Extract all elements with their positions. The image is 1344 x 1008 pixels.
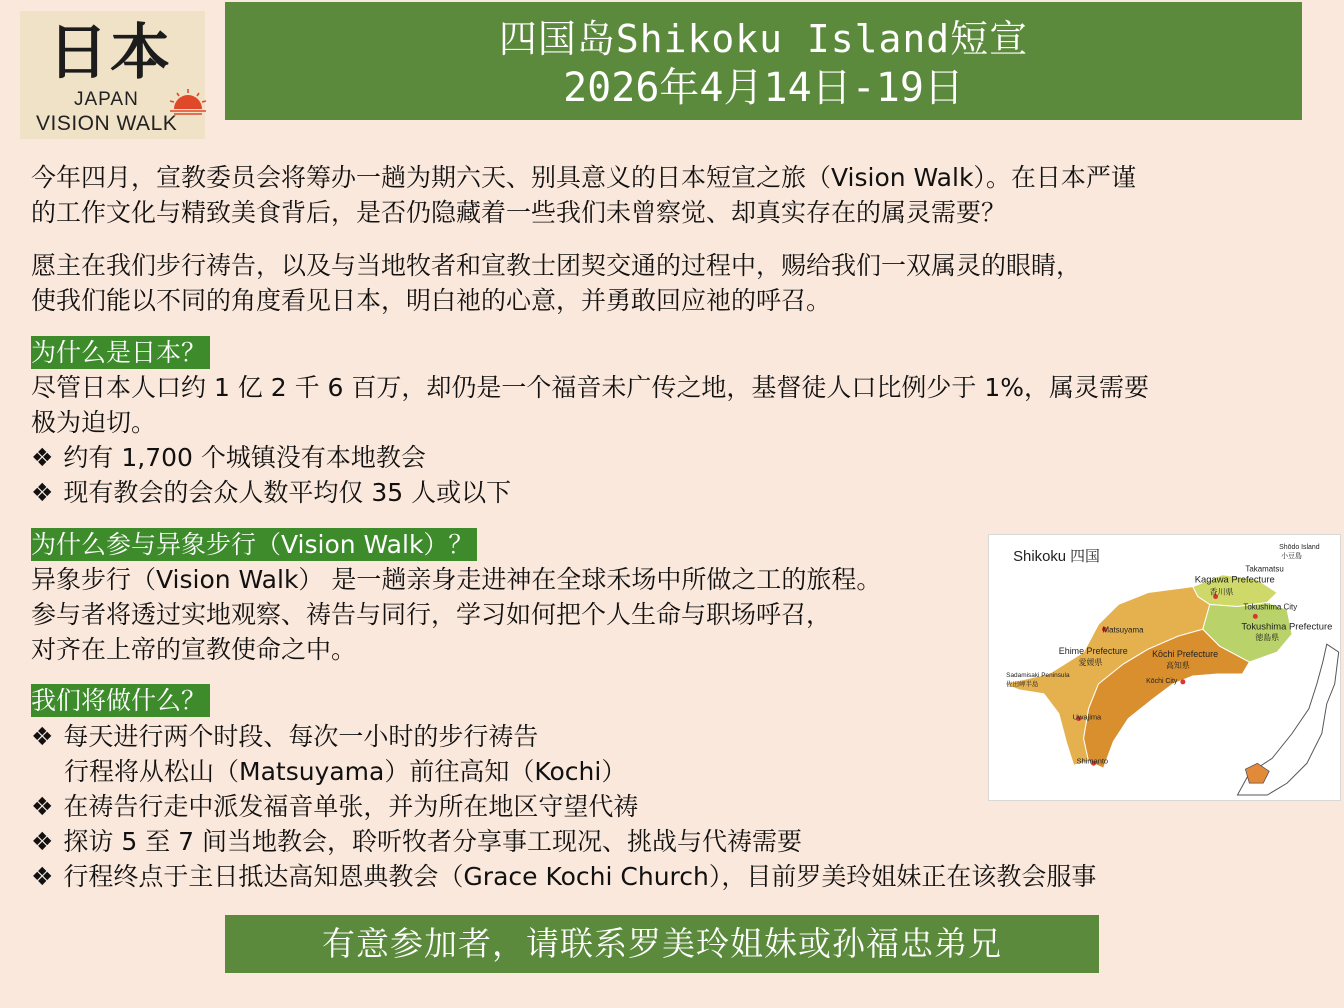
why-vision-walk-line1: 异象步行（Vision Walk） 是一趟亲身走进神在全球禾场中所做之工的旅程。 bbox=[31, 565, 882, 594]
map-label-tokushima: Tokushima Prefecture bbox=[1241, 620, 1333, 632]
heading-why-japan: 为什么是日本？ bbox=[31, 336, 210, 369]
map-label-kochi-jp: 高知県 bbox=[1165, 660, 1190, 670]
map-label-shimanto: Shimanto bbox=[1076, 756, 1109, 766]
heading-what-we-do: 我们将做什么？ bbox=[31, 684, 210, 717]
what-we-do-bullet-1-cont: 行程将从松山（Matsuyama）前往高知（Kochi） bbox=[64, 757, 627, 786]
map-label-ehime: Ehime Prefecture bbox=[1058, 646, 1128, 657]
map-label-tokushima-city: Tokushima City bbox=[1243, 602, 1298, 612]
map-label-shodo: Shōdo Island bbox=[1279, 543, 1320, 551]
map-label-kagawa-jp: 香川県 bbox=[1209, 587, 1234, 597]
map-label-tokushima-jp: 徳島県 bbox=[1255, 633, 1280, 643]
kochi-city-dot bbox=[1180, 679, 1185, 684]
logo-text-vision-walk: VISION WALK bbox=[36, 112, 178, 135]
intro-p1-line1: 今年四月，宣教委员会将筹办一趟为期六天、别具意义的日本短宣之旅（Vision Walk）。在日本严谨 bbox=[31, 163, 1136, 192]
why-vision-walk-line2: 参与者将透过实地观察、祷告与同行，学习如何把个人生命与职场呼召， bbox=[31, 600, 832, 629]
japan-vision-walk-logo bbox=[20, 11, 205, 139]
intro-p2-line2: 使我们能以不同的角度看见日本，明白祂的心意，并勇敢回应祂的呼召。 bbox=[31, 286, 832, 315]
shikoku-map bbox=[988, 534, 1341, 801]
shikoku-map-svg bbox=[989, 535, 1340, 800]
map-label-uwajima: Uwajima bbox=[1072, 712, 1102, 722]
heading-why-vision-walk: 为什么参与异象步行（Vision Walk）？ bbox=[31, 528, 477, 561]
title-line-1: 四国岛Shikoku Island短宣 bbox=[498, 17, 1029, 61]
map-label-takamatsu: Takamatsu bbox=[1245, 564, 1284, 574]
logo-text-japan: JAPAN bbox=[74, 89, 139, 110]
tokushima-city-dot bbox=[1253, 614, 1258, 619]
map-label-kochi-city: Kōchi City bbox=[1146, 677, 1178, 685]
map-label-kagawa: Kagawa Prefecture bbox=[1194, 573, 1275, 585]
title-banner bbox=[225, 2, 1302, 120]
map-label-matsuyama: Matsuyama bbox=[1102, 625, 1144, 635]
why-japan-bullet-2: ❖ 现有教会的会众人数平均仅 35 人或以下 bbox=[31, 475, 511, 510]
logo-kanji: 日本 bbox=[48, 18, 172, 88]
map-label-sadamisaki-jp: 佐田岬半島 bbox=[1006, 680, 1039, 688]
map-label-sadamisaki: Sadamisaki Peninsula bbox=[1006, 671, 1070, 679]
map-label-kochi: Kōchi Prefecture bbox=[1152, 649, 1219, 660]
why-japan-line2: 极为迫切。 bbox=[31, 408, 157, 437]
what-we-do-bullet-2: ❖ 在祷告行走中派发福音单张，并为所在地区守望代祷 bbox=[31, 789, 638, 824]
intro-p2-line1: 愿主在我们步行祷告，以及与当地牧者和宣教士团契交通的过程中，赐给我们一双属灵的眼睛， bbox=[31, 251, 1082, 280]
title-line-2: 2026年4月14日-19日 bbox=[563, 65, 964, 111]
what-we-do-bullet-3: ❖ 探访 5 至 7 间当地教会，聆听牧者分享事工现况、挑战与代祷需要 bbox=[31, 824, 802, 859]
what-we-do-bullet-4: ❖ 行程终点于主日抵达高知恩典教会（Grace Kochi Church），目前罗美玲姐妹正在该教会服事 bbox=[31, 859, 1096, 894]
intro-p1-line2: 的工作文化与精致美食背后，是否仍隐藏着一些我们未曾察觉、却真实存在的属灵需要？ bbox=[31, 198, 1007, 227]
why-japan-line1: 尽管日本人口约 1 亿 2 千 6 百万，却仍是一个福音未广传之地，基督徒人口比例少于 1%，属灵需要 bbox=[31, 373, 1150, 402]
why-japan-bullet-1: ❖ 约有 1,700 个城镇没有本地教会 bbox=[31, 440, 426, 475]
contact-banner: 有意参加者，请联系罗美玲姐妹或孙福忠弟兄 bbox=[225, 915, 1099, 973]
what-we-do-bullet-1: ❖ 每天进行两个时段、每次一小时的步行祷告 bbox=[31, 719, 538, 754]
why-vision-walk-line3: 对齐在上帝的宣教使命之中。 bbox=[31, 635, 357, 664]
map-label-shodo-jp: 小豆島 bbox=[1281, 552, 1302, 560]
map-title: Shikoku 四国 bbox=[1013, 548, 1100, 565]
map-label-ehime-jp: 愛媛県 bbox=[1078, 658, 1103, 668]
